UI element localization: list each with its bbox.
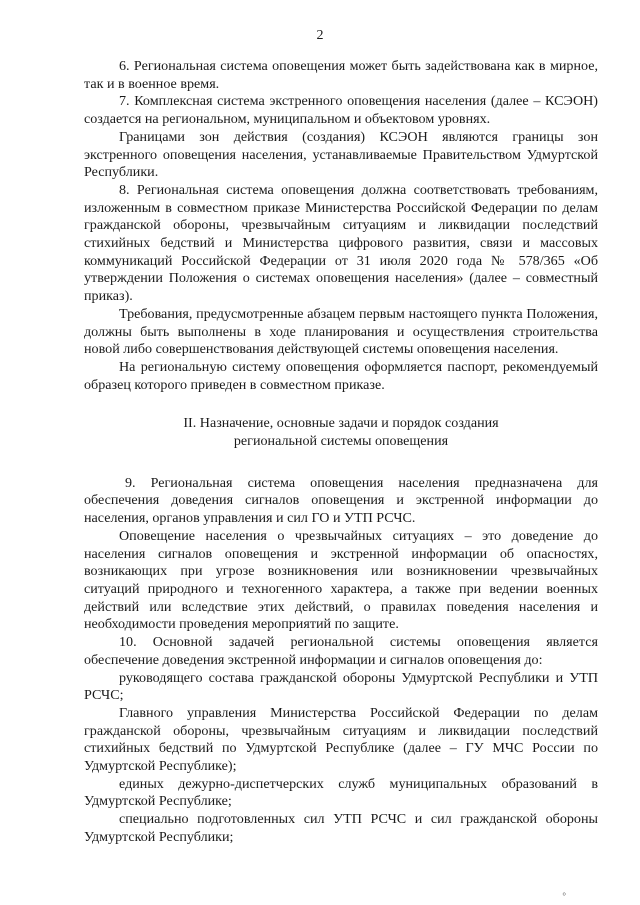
paragraph-8-requirements: Требования, предусмотренные абзацем первым настоящего пункта Положения, должны быть выполнены в ходе планирования и осуществления строительства новой либо совершенствования действующей системы оповещения населения. [84,305,598,358]
paragraph-6: 6. Региональная система оповещения может быть задействована как в мирное, так и в военное время. [84,58,598,92]
paragraph-7: 7. Комплексная система экстренного оповещения населения (далее – КСЭОН) создается на региональном, муниципальном и объектовом уровнях. [84,93,598,128]
list-item-leadership: руководящего состава гражданской обороны Удмуртской Республики и УТП РСЧС; [84,669,598,704]
list-item-special-forces: специально подготовленных сил УТП РСЧС и сил гражданской обороны Удмуртской Республики; [84,811,598,845]
section-heading-line-1: II. Назначение, основные задачи и порядок создания [183,415,499,432]
list-item-main-directorate: Главного управления Министерства Российской Федерации по делам гражданской обороны, чрезвычайным ситуациям и ликвидации последствий стихийных бедствий по Удмуртской Республике (далее – ГУ МЧС России по Удмуртской Республике); [84,704,598,775]
paragraph-9: 9. Региональная система оповещения населения предназначена для обеспечения доведения сигналов оповещения и экстренной информации до населения, органов управления и сил ГО и УТП РСЧС. [84,474,598,527]
paragraph-9-definition: Оповещение населения о чрезвычайных ситуациях – это доведение до населения сигналов оповещения и экстренной информации об опасностях, возникающих при угрозе возникновения или возникновении чрезвычайных ситуаций природного и техногенного характера, а также при ведении военных действий или вследствие этих действий, о правилах поведения населения и необходимости проведения мероприятий по защите. [84,527,598,633]
list-item-dispatch-services: единых дежурно-диспетчерских служб муниципальных образований в Удмуртской Республике; [84,775,598,810]
document-body [84,58,598,847]
page-number: 2 [316,28,324,43]
scan-corner-mark: ° [562,891,566,901]
paragraph-10: 10. Основной задачей региональной системы оповещения является обеспечение доведения экстренной информации и сигналов оповещения до: [84,634,598,668]
paragraph-7-zones: Границами зон действия (создания) КСЭОН являются границы зон экстренного оповещения населения, устанавливаемые Правительством Удмуртской Республики. [84,128,598,181]
paragraph-8-passport: На региональную систему оповещения оформляется паспорт, рекомендуемый образец которого приведен в совместном приказе. [84,358,598,393]
section-heading-line-2: региональной системы оповещения [233,433,449,450]
section-heading [84,415,598,450]
paragraph-8: 8. Региональная система оповещения должна соответствовать требованиям, изложенным в совместном приказе Министерства Российской Федерации по делам гражданской обороны, чрезвычайным ситуациям и ликвидации последствий стихийных бедствий и Министерства цифрового развития, связи и массовых коммуникаций Российской Федерации от 31 июля 2020 года № 578/365 «Об утверждении Положения о системах оповещения населения» (далее – совместный приказ). [84,181,598,305]
